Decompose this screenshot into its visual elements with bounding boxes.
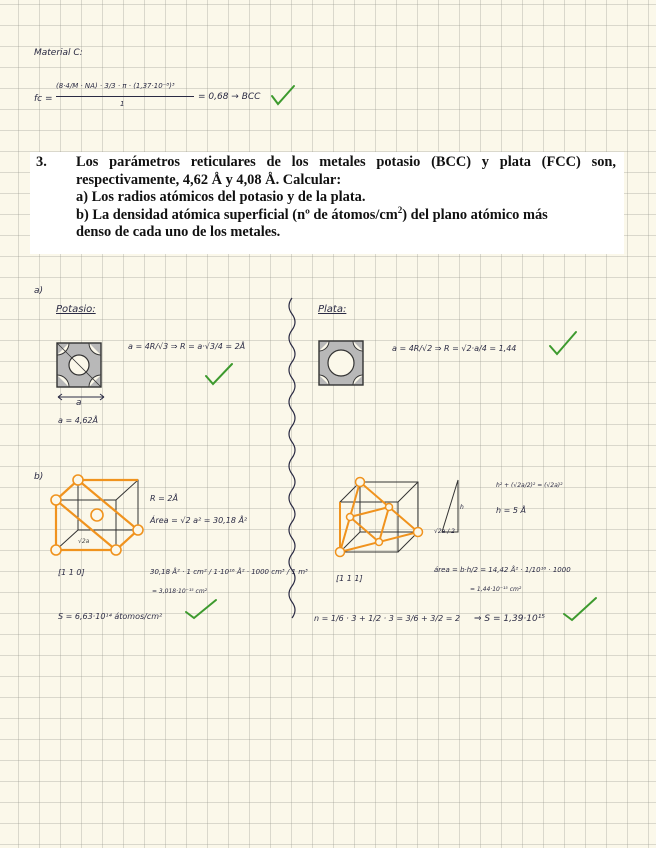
ag-plane-index: [1 1 1] xyxy=(336,574,363,583)
check-icon xyxy=(562,596,598,624)
check-icon xyxy=(548,330,578,358)
problem-number: 3. xyxy=(36,154,47,170)
tri-h-label: h xyxy=(460,504,464,511)
tri-base-label: √2a / 2 xyxy=(434,528,455,535)
ag-area-result: = 1,44·10⁻¹⁵ cm² xyxy=(470,586,522,593)
fraction-bar xyxy=(56,96,194,97)
ag-height: h = 5 Å xyxy=(496,506,526,515)
part-a-label: a) xyxy=(34,286,44,296)
potasio-equation: a = 4R/√3 ⇒ R = a·√3/4 = 2Å xyxy=(128,342,246,351)
problem-line-2: respectivamente, 4,62 Å y 4,08 Å. Calcular: xyxy=(76,171,342,188)
potasio-label: Potasio: xyxy=(56,304,96,315)
material-label: Material C: xyxy=(34,48,83,58)
k-area: Área = √2 a² = 30,18 Å² xyxy=(150,516,248,525)
ag-height-equation: h² + (√2a/2)² = (√2a)² xyxy=(496,482,563,489)
potasio-a-value: a = 4,62Å xyxy=(58,416,98,425)
plata-label: Plata: xyxy=(318,304,347,315)
k-plane-index: [1 1 0] xyxy=(58,568,85,577)
plata-equation: a = 4R/√2 ⇒ R = √2·a/4 = 1,44 xyxy=(392,344,517,353)
check-icon xyxy=(204,362,234,388)
height-triangle-diagram xyxy=(436,476,476,546)
fcc-cube-diagram xyxy=(328,462,428,568)
check-icon xyxy=(270,84,296,106)
ag-atom-count: n = 1/6 · 3 + 1/2 · 3 = 3/6 + 3/2 = 2 xyxy=(314,614,461,623)
problem-line-5: denso de cada uno de los metales. xyxy=(76,224,281,241)
ag-surface-density: ⇒ S = 1,39·10¹⁵ xyxy=(474,614,545,624)
k-conversion: 30,18 Å² · 1 cm² / 1·10¹⁶ Å² · 1000 cm³ / 1 m³ xyxy=(150,568,308,576)
bcc-cell-face-icon xyxy=(56,342,102,388)
bcc-cube-diagram xyxy=(48,476,144,560)
k-conversion-result: = 3,018·10⁻¹⁵ cm² xyxy=(152,588,208,595)
formula-result: = 0,68 → BCC xyxy=(198,92,261,102)
formula-lhs: fc = xyxy=(34,94,53,104)
k-radius: R = 2Å xyxy=(150,494,178,503)
fcc-cell-face-icon xyxy=(318,340,364,386)
problem-line-1: Los parámetros reticulares de los metales potasio (BCC) y plata (FCC) son, xyxy=(76,154,616,170)
k-surface-density: S = 6,63·10¹⁴ átomos/cm² xyxy=(58,612,163,621)
formula-denominator: 1 xyxy=(120,100,125,108)
part-b-label: b) xyxy=(34,472,44,482)
divider-squiggle xyxy=(282,298,302,628)
problem-line-4: b) La densidad atómica superficial (nº de átomos/$cm^2$) del plano atómico más xyxy=(76,204,548,223)
problem-line-3: a) Los radios atómicos del potasio y de la plata. xyxy=(76,189,366,206)
check-icon xyxy=(184,598,218,622)
problem-statement xyxy=(30,152,624,254)
formula-numerator: (8·4/M · NA) · 3/3 · π · (1,37·10⁻⁸)³ xyxy=(56,82,175,90)
k-edge-label: √2a xyxy=(78,538,90,545)
ag-area: área = b·h/2 = 14,42 Å² · 1/10¹⁶ · 1000 xyxy=(434,566,571,574)
a-label: a xyxy=(76,398,82,408)
